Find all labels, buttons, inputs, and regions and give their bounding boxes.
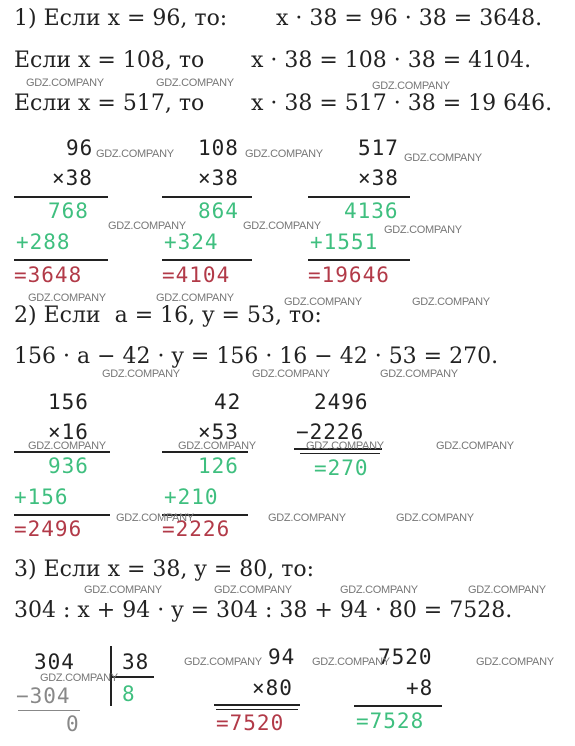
s1-line1-left: 1) Если x = 96, то: <box>14 6 228 31</box>
s1b-rule2 <box>162 259 252 261</box>
s3-div-remainder: 0 <box>66 712 80 736</box>
watermark: GDZ.COMPANY <box>28 440 106 452</box>
watermark: GDZ.COMPANY <box>102 368 180 380</box>
s3-div-quot-rule <box>112 676 154 678</box>
s2-line1: 2) Если a = 16, y = 53, то: <box>14 303 322 328</box>
watermark: GDZ.COMPANY <box>214 584 292 596</box>
s2b-mult: ×53 <box>198 420 239 444</box>
watermark: GDZ.COMPANY <box>284 296 362 308</box>
watermark: GDZ.COMPANY <box>340 584 418 596</box>
watermark: GDZ.COMPANY <box>245 148 323 160</box>
s2b-res: =2226 <box>162 517 231 541</box>
s2c-top: 2496 <box>314 390 369 414</box>
s3-line2: 304 : x + 94 · y = 304 : 38 + 94 · 80 = 7528. <box>14 598 513 623</box>
s1-line2-left: Если x = 108, то <box>14 48 205 73</box>
s3b-rule1 <box>214 704 300 706</box>
watermark: GDZ.COMPANY <box>108 220 186 232</box>
s2c-sub: −2226 <box>296 420 365 444</box>
watermark: GDZ.COMPANY <box>28 292 106 304</box>
watermark: GDZ.COMPANY <box>40 672 118 684</box>
s1a-p2: +288 <box>16 230 71 254</box>
s3-line1: 3) Если x = 38, y = 80, то: <box>14 557 315 582</box>
s1-line3-left: Если x = 517, то <box>14 91 205 116</box>
watermark: GDZ.COMPANY <box>436 440 514 452</box>
s3b-mult: ×80 <box>252 676 293 700</box>
watermark: GDZ.COMPANY <box>268 512 346 524</box>
s1b-mult: ×38 <box>198 166 239 190</box>
watermark: GDZ.COMPANY <box>84 584 162 596</box>
watermark: GDZ.COMPANY <box>396 512 474 524</box>
s2b-p1: 126 <box>198 454 239 478</box>
s1c-p2: +1551 <box>310 230 379 254</box>
s1b-res: =4104 <box>162 263 231 287</box>
s1a-top: 96 <box>66 136 94 160</box>
watermark: GDZ.COMPANY <box>372 80 450 92</box>
s2c-rule2 <box>300 453 380 454</box>
s3-div-rule <box>18 710 80 711</box>
watermark: GDZ.COMPANY <box>116 512 194 524</box>
s3-div-dividend: 304 <box>34 650 75 674</box>
s3c-res: =7528 <box>356 709 425 733</box>
s3b-rule2 <box>216 709 298 710</box>
s1c-rule1 <box>308 196 410 198</box>
watermark: GDZ.COMPANY <box>156 77 234 89</box>
s1b-p1: 864 <box>198 199 239 223</box>
watermark: GDZ.COMPANY <box>178 440 256 452</box>
s3c-rule <box>354 705 442 707</box>
s1c-rule2 <box>308 259 410 261</box>
watermark: GDZ.COMPANY <box>26 77 104 89</box>
s1c-top: 517 <box>358 136 399 160</box>
s3-div-sub: −304 <box>16 684 71 708</box>
s1a-rule1 <box>14 196 108 198</box>
watermark: GDZ.COMPANY <box>306 440 384 452</box>
s2a-top: 156 <box>48 390 89 414</box>
s2b-top: 42 <box>214 390 242 414</box>
s2-line2: 156 · a − 42 · y = 156 · 16 − 42 · 53 = 270. <box>14 344 499 369</box>
s2a-p1: 936 <box>48 454 89 478</box>
watermark: GDZ.COMPANY <box>156 292 234 304</box>
s1a-p1: 768 <box>48 199 89 223</box>
s1a-rule2 <box>14 259 108 261</box>
s1b-rule1 <box>162 196 252 198</box>
s3-div-divisor: 38 <box>122 650 150 674</box>
watermark: GDZ.COMPANY <box>243 220 321 232</box>
watermark: GDZ.COMPANY <box>468 584 546 596</box>
s2b-p2: +210 <box>164 485 219 509</box>
watermark: GDZ.COMPANY <box>312 656 390 668</box>
s1-line1-right: x · 38 = 96 · 38 = 3648. <box>276 6 543 31</box>
s1b-top: 108 <box>198 136 239 160</box>
s2c-res: =270 <box>314 456 369 480</box>
watermark: GDZ.COMPANY <box>252 368 330 380</box>
watermark: GDZ.COMPANY <box>412 296 490 308</box>
watermark: GDZ.COMPANY <box>404 152 482 164</box>
s3b-top: 94 <box>268 645 296 669</box>
s3-div-quotient: 8 <box>122 682 136 706</box>
s3b-res: =7520 <box>216 711 285 735</box>
s3c-add: +8 <box>406 676 434 700</box>
s2a-mult: ×16 <box>48 420 89 444</box>
s1-line2-right: x · 38 = 108 · 38 = 4104. <box>251 48 532 73</box>
watermark: GDZ.COMPANY <box>96 148 174 160</box>
s1c-res: =19646 <box>308 263 390 287</box>
s1b-p2: +324 <box>164 230 219 254</box>
s1c-p1: 4136 <box>344 199 399 223</box>
s2a-rule2 <box>14 514 110 516</box>
watermark: GDZ.COMPANY <box>380 368 458 380</box>
watermark: GDZ.COMPANY <box>476 656 554 668</box>
s1a-mult: ×38 <box>52 166 93 190</box>
s1-line3-right: x · 38 = 517 · 38 = 19 646. <box>251 91 553 116</box>
s3c-top: 7520 <box>378 645 433 669</box>
watermark: GDZ.COMPANY <box>384 224 462 236</box>
watermark: GDZ.COMPANY <box>184 656 262 668</box>
s1c-mult: ×38 <box>358 166 399 190</box>
s2a-res: =2496 <box>14 517 83 541</box>
s2a-p2: +156 <box>14 485 69 509</box>
s1a-res: =3648 <box>14 263 83 287</box>
